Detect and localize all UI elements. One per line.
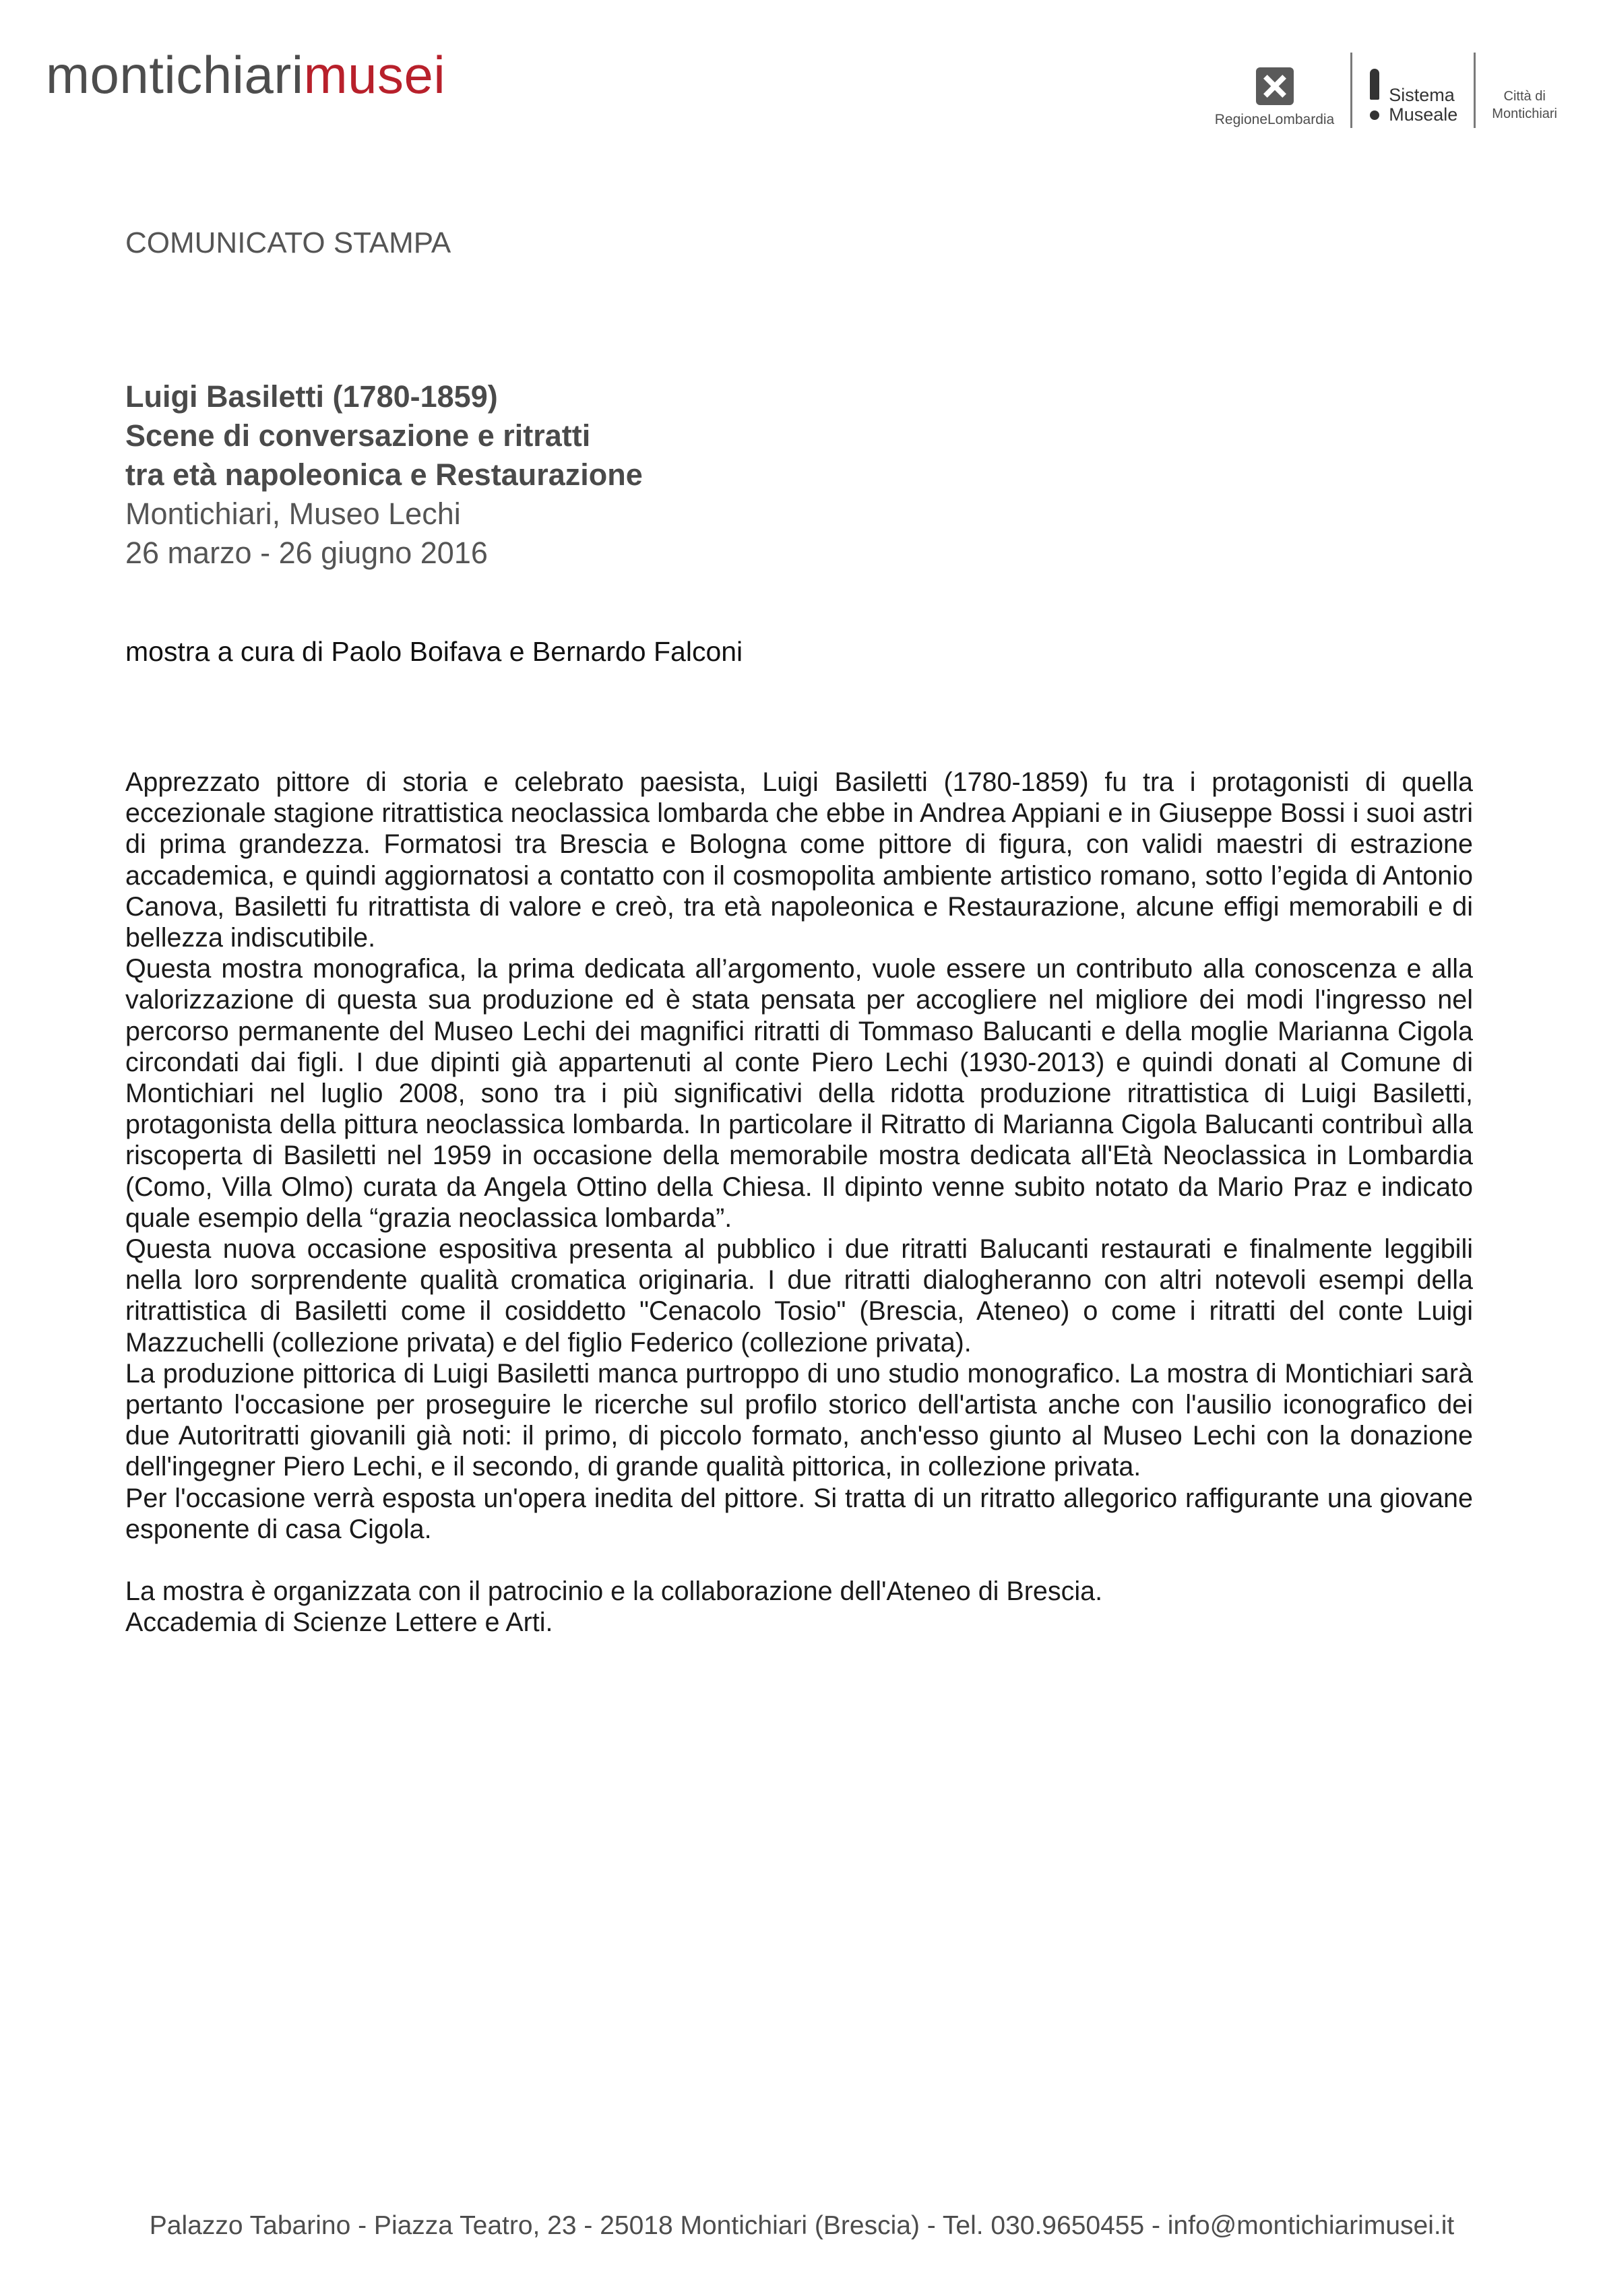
citta-montichiari-logo — [1476, 53, 1557, 128]
sistema-museale-label: Sistema Museale — [1389, 85, 1458, 125]
title-line: tra età napoleonica e Restaurazione — [125, 457, 643, 492]
title-line: Scene di conversazione e ritratti — [125, 418, 591, 453]
body-text — [125, 767, 1473, 1638]
venue: Montichiari, Museo Lechi — [125, 497, 461, 531]
regione-lombardia-icon — [1256, 67, 1294, 105]
closing-line: La mostra è organizzata con il patrocinio e la collaborazione dell'Ateneo di Brescia. — [125, 1576, 1103, 1607]
sistema-museale-logo — [1352, 53, 1474, 128]
paragraph: Apprezzato pittore di storia e celebrato paesista, Luigi Basiletti (1780-1859) fu tra i protagonisti di quella eccezionale stagione ritrattistica neoclassica lombarda che ebbe in Andrea Appiani e in Giuseppe Bossi i suoi astri di prima grandezza. Formatosi tra Brescia e Bologna come pittore di figura, con validi maestri di estrazione accademica, e quindi aggiornatosi a contatto con il cosmopolita ambiente artistico romano, sotto l’egida di Antonio Canova, Basiletti fu ritrattista di valore e creò, tra età napoleonica e Restaurazione, alcune effigi memorabili e di bellezza indiscutibile. — [125, 767, 1473, 953]
sistema-museale-icon — [1369, 69, 1381, 128]
closing-line: Accademia di Scienze Lettere e Arti. — [125, 1607, 553, 1638]
footer-address: Palazzo Tabarino - Piazza Teatro, 23 - 25018 Montichiari (Brescia) - Tel. 030.9650455 - info@montichiarimusei.it — [149, 2211, 1455, 2240]
brand-logo-part2: musei — [303, 45, 446, 104]
exhibition-dates: 26 marzo - 26 giugno 2016 — [125, 536, 488, 570]
brand-logo-part1: montichiari — [46, 45, 304, 104]
paragraph: Questa nuova occasione espositiva presenta al pubblico i due ritratti Balucanti restaurati e finalmente leggibili nella loro sorprendente qualità cromatica originaria. I due ritratti dialogheranno con altri notevoli esempi della ritrattistica di Basiletti come il cosiddetto "Cenacolo Tosio" (Brescia, Ateneo) o come i ritratti del conte Luigi Mazzuchelli (collezione privata) e del figlio Federico (collezione privata). — [125, 1234, 1473, 1358]
paragraph: Questa mostra monografica, la prima dedicata all’argomento, vuole essere un contributo alla conoscenza e alla valorizzazione di questa sua produzione ed è stata pensata per accogliere nel migliore dei modi l'ingresso nel percorso permanente del Museo Lechi dei magnifici ritratti di Tommaso Balucanti e della moglie Marianna Cigola circondati dai figli. I due dipinti già appartenuti al conte Piero Lechi (1930-2013) e quindi donati al Comune di Montichiari nel luglio 2008, sono tra i più significativi della ridotta produzione ritrattistica di Luigi Basiletti, protagonista della pittura neoclassica lombarda. In particolare il Ritratto di Marianna Cigola Balucanti contribuì alla riscoperta di Basiletti nel 1959 in occasione della memorabile mostra dedicata all'Età Neoclassica in Lombardia (Como, Villa Olmo) curata da Angela Ottino della Chiesa. Il dipinto venne subito notato da Mario Praz e indicato quale esempio della “grazia neoclassica lombarda”. — [125, 954, 1473, 1233]
regione-lombardia-label: RegioneLombardia — [1214, 112, 1335, 127]
curators: mostra a cura di Paolo Boifava e Bernardo Falconi — [125, 636, 743, 667]
paragraph: Per l'occasione verrà esposta un'opera inedita del pittore. Si tratta di un ritratto allegorico raffigurante una giovane esponente di casa Cigola. — [125, 1483, 1473, 1544]
document-type-label: COMUNICATO STAMPA — [125, 226, 451, 259]
citta-montichiari-label: Città di Montichiari — [1492, 89, 1557, 121]
title-line: Luigi Basiletti (1780-1859) — [125, 379, 498, 414]
paragraph: La produzione pittorica di Luigi Basiletti manca purtroppo di uno studio monografico. La mostra di Montichiari sarà pertanto l'occasione per proseguire le ricerche sul profilo storico dell'artista anche con l'ausilio iconografico dei due Autoritratti giovanili già noti: il primo, di piccolo formato, anch'esso giunto al Museo Lechi con la donazione dell'ingegner Piero Lechi, e il secondo, di grande qualità pittorica, in collezione privata. — [125, 1358, 1473, 1482]
title-block — [125, 377, 643, 573]
regione-lombardia-logo — [1199, 53, 1350, 128]
partner-logos — [1199, 53, 1557, 128]
brand-logo — [46, 45, 446, 104]
